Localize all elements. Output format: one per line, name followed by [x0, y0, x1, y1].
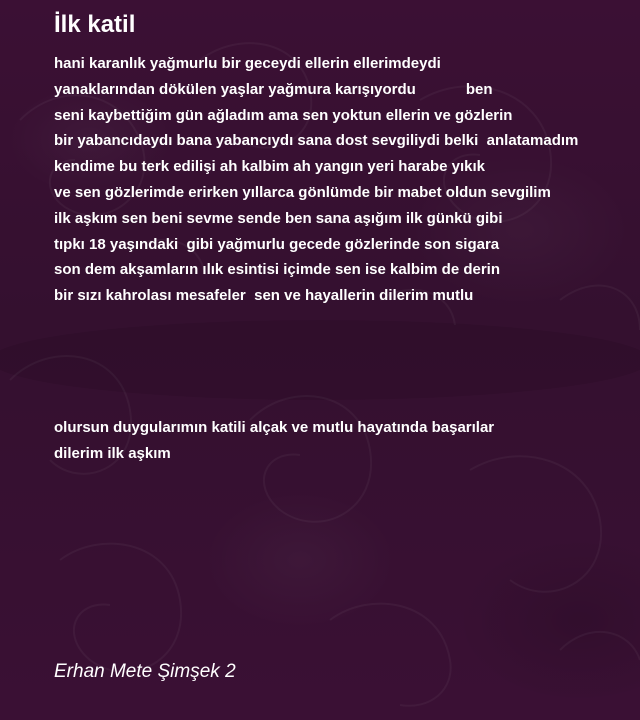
poem-line: dilerim ilk aşkım [54, 444, 171, 462]
poem-line: seni kaybettiğim gün ağladım ama sen yoktun ellerin ve gözlerin [54, 106, 513, 124]
stanza-1 [54, 51, 634, 309]
poem-line: tıpkı 18 yaşındaki gibi yağmurlu gecede gözlerinde son sigara [54, 235, 500, 253]
poem-line: hani karanlık yağmurlu bir geceydi ellerin ellerimdeydi [54, 55, 441, 72]
poem-line: bir sızı kahrolası mesafeler sen ve hayallerin dilerim mutlu [54, 287, 474, 305]
poem-line: bir yabancıdaydı bana yabancıydı sana dost sevgiliydi belki anlatamadım [54, 132, 579, 150]
poem-line: ilk aşkım sen beni sevme sende ben sana aşığım ilk günkü gibi [54, 209, 503, 227]
stanza-2 [54, 415, 634, 467]
poem-line: olursun duygularımın katili alçak ve mutlu hayatında başarılar [54, 418, 495, 436]
poem-body [54, 51, 634, 467]
poem-title: İlk katil [54, 11, 136, 38]
poem-line: yanaklarından dökülen yaşlar yağmura karışıyordu ben [54, 80, 493, 98]
poem-line: kendime bu terk edilişi ah kalbim ah yangın yeri harabe yıkık [54, 158, 486, 176]
poem-line: son dem akşamların ılık esintisi içimde sen ise kalbim de derin [54, 261, 501, 279]
poem-author: Erhan Mete Şimşek 2 [54, 661, 236, 682]
poem-line: ve sen gözlerimde erirken yıllarca gönlümde bir mabet oldun sevgilim [54, 183, 551, 201]
